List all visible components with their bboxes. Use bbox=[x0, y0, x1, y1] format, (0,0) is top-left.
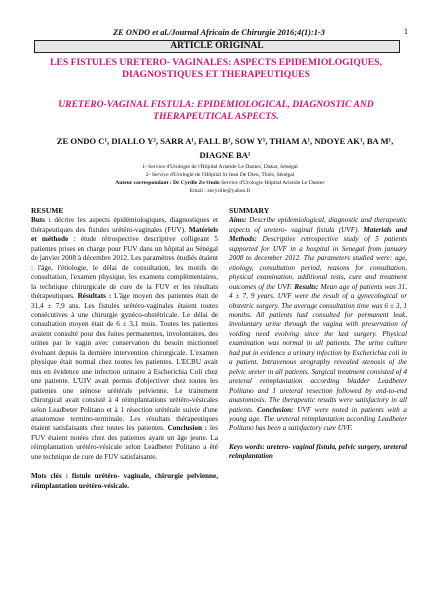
summary-body bbox=[229, 216, 407, 433]
resume-column bbox=[31, 206, 218, 491]
resume-methode-label: Matériels et méthode bbox=[31, 225, 218, 244]
resume-resultats-label: Résultats : bbox=[77, 292, 112, 301]
resume-buts: décrire les aspects épidémiologiques, diagnostiques et thérapeutiques des fistules urétéro-vaginales (FUV). bbox=[31, 216, 219, 234]
resume-buts-label: Buts : bbox=[31, 216, 51, 225]
summary-conclusion: UVF were noted in patients with a young age. The ureteral reimplantation according Leadbeter Politano has been a satisfactory cure UVF. bbox=[229, 405, 407, 433]
author-email: Email : zecyrille@yahoo.fr bbox=[189, 188, 251, 194]
resume-conclusion-label: Conclusion : bbox=[167, 424, 208, 433]
corresponding-author-label: Auteur correspondant : Dr Cyrille Ze Ondo bbox=[115, 180, 220, 186]
summary-conclusion-label: Conclusion: bbox=[257, 405, 294, 414]
summary-aims-label: Aims: bbox=[229, 216, 247, 225]
corresponding-author bbox=[40, 180, 400, 187]
resume-keywords: Mots clés : fistule urétéro- vaginale, chirurgie pelvienne, réimplantation urétéro-vésicale. bbox=[31, 472, 218, 490]
resume-body bbox=[31, 216, 218, 462]
summary-methods-label: Materials and Methods: bbox=[229, 225, 407, 244]
summary-keywords: Keys words: uretero- vaginal fistula, pelvic surgery, ureteral reimplantation bbox=[229, 442, 407, 461]
summary-heading: SUMMARY bbox=[229, 206, 270, 215]
author-list: ZE ONDO C¹, DIALLO Y², SARR A¹, FALL B¹, SOW Y¹, THIAM A¹, NDOYE AK¹, BA M¹, DIAGNE BA¹ bbox=[56, 136, 394, 160]
summary-results-label: Results: bbox=[294, 282, 319, 291]
section-label: ARTICLE ORIGINAL bbox=[34, 40, 400, 53]
summary-column bbox=[229, 206, 407, 462]
resume-methode: : étude rétrospective descriptive colligeant 5 patientes prises en charge pour FUV dans un hôpital au Sénégal de janvier 2008 à décembre 2012. Les paramètres étudiés étaient : l'âge, l'étiologie, le délai de consultation, les motifs de consultation, l'examen physique, les examens complémentaires, la technique chirurgicale de cure de la FUV et les résultats thérapeutiques. bbox=[31, 235, 219, 301]
summary-methods: Descriptive retrospective study of 5 patients supported for UVF in a hospital in Senegal from january 2008 to december 2012. The parameters studied were: age, etiology, consultation period, reasons for consultation, physical examination, additional tests, cure and treatment outcomes of the UVF. bbox=[229, 235, 407, 291]
resume-conclusion: les FUV étaient notées chez des patientes ayant un âge jeune. La réimplantation urétéro-vésicale selon Leadbeter Politano a été une technique de cure de FUV satisfaisante. bbox=[31, 424, 219, 461]
page-number: 1 bbox=[403, 27, 408, 36]
corresponding-author-affiliation: Service d'Urologie Hôpital Aristide Le Dantec bbox=[221, 180, 325, 186]
title-french: LES FISTULES URETERO- VAGINALES: ASPECTS EPIDEMIOLOGIQUES, DIAGNOSTIQUES ET THERAPEUTIQUES bbox=[50, 57, 382, 80]
summary-results: Mean age of patients was 31, 4 ± 7, 9 years. UVF were the result of a gynecological or obstetric surgery. The average consultation time was 6 ± 3, 1 months. All patients had consulted for permanent leak, involuntary urine through the vagina with preservation of voiding need evolving since the last surgery. Physical examination was normal in all patients. The urine culture had put in evidence a urinary infection by Escherichia coli in a patient. Intravenous urography revealed stenosis of the pelvic ureter in all patients. Surgical treatment consisted of 4 ureteral reimplantation according bladder Leadbeter Politano and 1 ureteral resection followed by end-to-end anastomosis. The therapeutic results were satisfactory in all patients. bbox=[229, 282, 408, 414]
title-english: URETERO-VAGINAL FISTULA: EPIDEMIOLOGICAL, DIAGNOSTIC AND THERAPEUTICAL ASPECTS. bbox=[58, 99, 374, 122]
running-head: ZE ONDO et al./Journal Africain de Chirurgie 2016;4(1):1-3 bbox=[113, 28, 325, 37]
resume-resultats: L'âge moyen des patientes était de 31,4 ± 7,9 ans. Les fistules urétéro-vaginales étaient toutes consécutives à une chirurgie gynéco-obstétricale. Le délai de consultation moyen était de 6 ± 3,1 mois. Toutes les patientes avaient consulté pour des fuites permanentes, involontaires, des urines par le vagin avec conservation du besoin mictionnel évoluant depuis la dernière intervention chirurgicale. L'examen physique était normal chez toutes les patientes. L'ECBU avait mis en évidence une infection urinaire à Escherichia Coli chez une patiente. L'UIV avait permis d'objectiver chez toutes les patientes une sténose urétérale pelvienne. Le traitement chirurgical avait consisté à 4 réimplantations urétéro-vésicales selon Leadbeter Politano et à 1 résection urétérale suivie d'une anastomose termino-terminale. Les résultats thérapeutiques étaient satisfaisants chez toutes les patientes. bbox=[31, 292, 219, 433]
resume-heading: RESUME bbox=[31, 206, 64, 215]
affiliation-1: 1- Service d'Urologie de l'Hôpital Aristide Le Dantec, Dakar, Sénégal bbox=[142, 164, 298, 170]
summary-aims: Describe epidemiological, diagnostic and therapeutic aspects of uretero- vaginal fistula (UVF). bbox=[229, 216, 408, 234]
affiliation-2: 2- Service d'Urologie de l'Hôpital St Jean De Dieu, Thiès, Sénégal bbox=[145, 172, 295, 178]
